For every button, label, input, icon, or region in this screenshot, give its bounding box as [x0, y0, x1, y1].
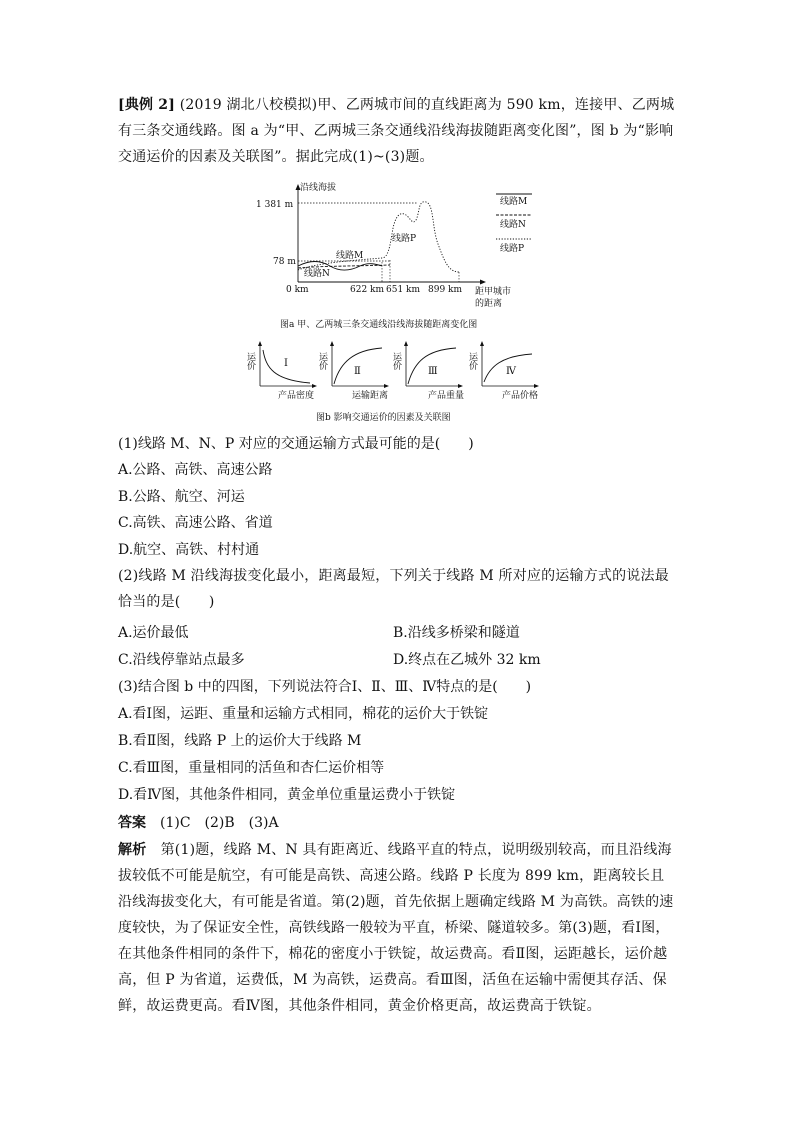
fig-b-numeral-2: Ⅱ [354, 366, 361, 377]
answer-text: (1)C (2)B (3)A [160, 815, 279, 831]
fig-b-panel-1 [245, 341, 317, 401]
legend-p: 线路P [500, 244, 525, 254]
fig-a-y-tick-low: 78 m [273, 257, 296, 267]
fig-a-x-tick-899: 899 km [428, 285, 463, 295]
q2-option-c: C.沿线停靠站点最多 [118, 652, 245, 668]
q3-option-c: C.看Ⅲ图，重量相同的活鱼和杏仁运价相等 [118, 760, 385, 776]
fig-b-ylabel-4: 运价 [467, 352, 477, 370]
fig-a-y-title: 沿线海拔 [300, 183, 337, 193]
fig-b-xlabel-2: 运输距离 [352, 391, 389, 401]
q2-stem: (2)线路 M 沿线海拔变化最小，距离最短，下列关于线路 M 所对应的运输方式的说法最恰当的是( ) [118, 568, 669, 610]
q2-option-b: B.沿线多桥梁和隧道 [393, 625, 520, 641]
figure-b-caption: 图b 影响交通运价的因素及关联图 [316, 413, 451, 423]
fig-b-numeral-3: Ⅲ [428, 366, 438, 377]
fig-b-numeral-1: Ⅰ [284, 358, 288, 369]
fig-b-ylabel-3: 运价 [391, 352, 401, 370]
fig-a-x-arrow [480, 280, 486, 285]
q1-option-a: A.公路、高铁、高速公路 [118, 462, 273, 478]
analysis-paragraph [118, 837, 678, 1019]
fig-a-x-tick-651: 651 km [386, 285, 421, 295]
fig-a-x-title-2: 的距离 [475, 299, 503, 309]
fig-a-label-p: 线路P [392, 234, 417, 244]
analysis-label: 解析 [118, 842, 147, 858]
q3-option-d: D.看Ⅳ图，其他条件相同，黄金单位重量运费小于铁锭 [118, 787, 456, 803]
example-text: (2019 湖北八校模拟)甲、乙两城市间的直线距离为 590 km，连接甲、乙两城有三条交通线路。图 a 为“甲、乙两城三条交通线沿线海拔随距离变化图”，图 b 为“影响交通运价的因素及关联图”。据此完成(1)~(3)题。 [118, 97, 675, 165]
figure-a [256, 182, 540, 312]
fig-a-x-title-1: 距甲城市 [475, 287, 512, 297]
analysis-text: 第(1)题，线路 M、N 具有距离近、线路平直的特点，说明级别较高，而且沿线海拔较低不可能是航空，有可能是高铁、高速公路。线路 P 长度为 899 km，距离较长且沿线海拔变化大，有可能是省道。第(2)题，首先依据上题确定线路 M 为高铁。高铁的速度较快，为了保证安全性，高铁线路一般较为平直，桥梁、隧道较多。第(3)题，看Ⅰ图，在其他条件相同的条件下，棉花的密度小于铁锭，故运费高。看Ⅱ图，运距越长，运价越高，但 P 为省道，运费低，M 为高铁，运费高。看Ⅲ图，活鱼在运输中需便其存活、保鲜，故运费更高。看Ⅳ图，其他条件相同，黄金价格更高，故运费高于铁锭。 [118, 842, 674, 1014]
fig-b-panel-2 [317, 341, 389, 401]
fig-b-numeral-4: Ⅳ [506, 366, 516, 377]
example-label: [典例 2] [118, 97, 176, 113]
fig-a-line-p [298, 202, 459, 272]
example-intro [118, 92, 678, 170]
q1-option-b: B.公路、航空、河运 [118, 489, 245, 505]
q2-option-d: D.终点在乙城外 32 km [393, 652, 541, 668]
fig-b-ylabel-1: 运价 [245, 352, 255, 370]
fig-a-y-tick-high: 1 381 m [256, 200, 294, 210]
fig-b-ylabel-2: 运价 [317, 352, 327, 370]
q2-option-a: A.运价最低 [118, 625, 189, 641]
q3-stem: (3)结合图 b 中的四图，下列说法符合Ⅰ、Ⅱ、Ⅲ、Ⅳ特点的是( ) [118, 679, 532, 695]
answer-line [118, 813, 279, 833]
fig-b-xlabel-4: 产品价格 [502, 391, 539, 401]
fig-b-panel-4 [467, 341, 539, 401]
q1-stem: (1)线路 M、N、P 对应的交通运输方式最可能的是( ) [118, 436, 474, 452]
fig-a-x-tick-622: 622 km [350, 285, 385, 295]
legend-m: 线路M [500, 197, 528, 207]
legend-n: 线路N [500, 220, 526, 230]
q1-option-c: C.高铁、高速公路、省道 [118, 515, 273, 531]
figure-b [245, 340, 550, 402]
fig-b-panel-3 [391, 341, 464, 401]
fig-a-label-m: 线路M [336, 251, 364, 261]
q3-option-b: B.看Ⅱ图，线路 P 上的运价大于线路 M [118, 733, 362, 749]
fig-a-label-n: 线路N [304, 269, 330, 279]
q1-option-d: D.航空、高铁、村村通 [118, 542, 260, 558]
fig-b-xlabel-3: 产品重量 [428, 391, 465, 401]
fig-b-xlabel-1: 产品密度 [278, 391, 315, 401]
answer-label: 答案 [118, 815, 146, 831]
figure-a-caption: 图a 甲、乙两城三条交通线沿线海拔随距离变化图 [280, 320, 478, 330]
fig-a-x-tick-0: 0 km [286, 285, 309, 295]
q3-option-a: A.看Ⅰ图，运距、重量和运输方式相同，棉花的运价大于铁锭 [118, 706, 489, 722]
